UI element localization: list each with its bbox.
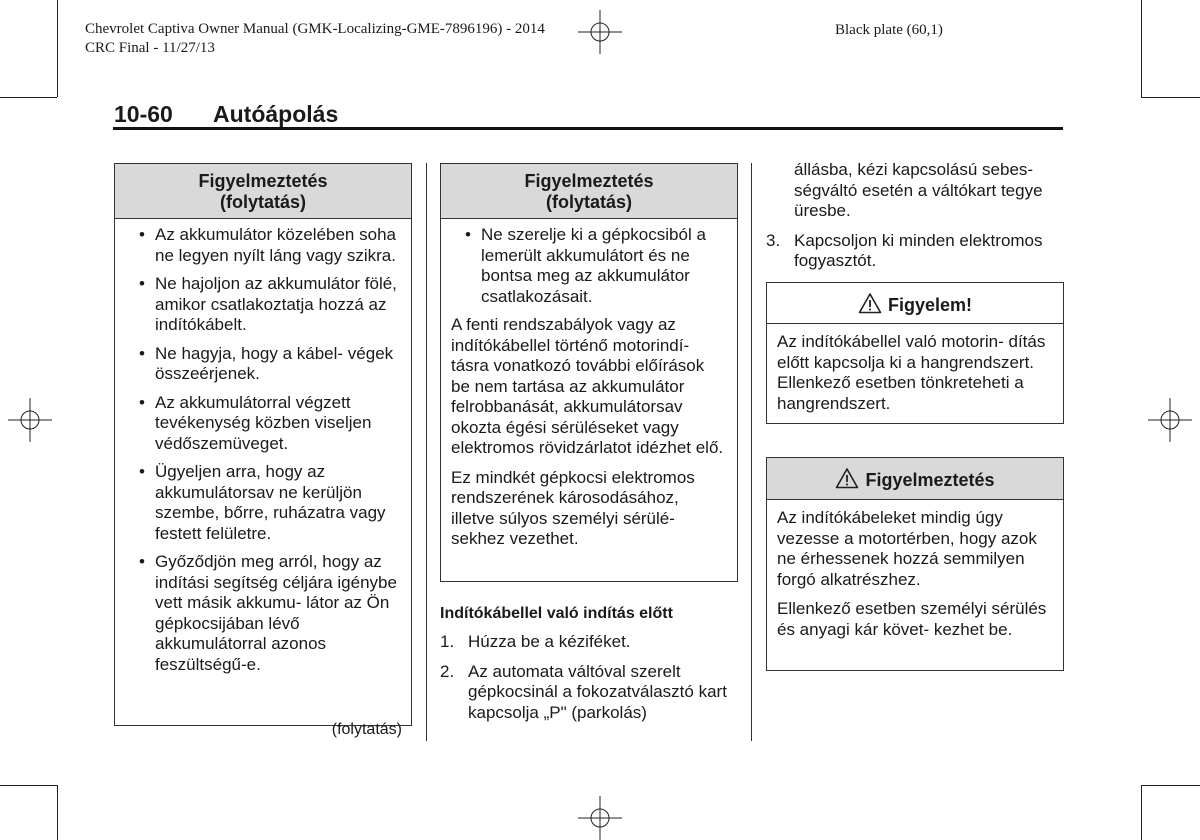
crop-mark [0, 97, 57, 98]
caution-body [767, 324, 1063, 420]
warning-bullet-list [125, 225, 399, 675]
header-line-2: CRC Final - 11/27/13 [85, 40, 215, 56]
step-number: 1. [440, 632, 455, 651]
warning-bullet-list [451, 225, 725, 307]
caution-box [766, 282, 1064, 424]
step-continuation: állásba, kézi kapcsolású sebes- ségváltó esetén a váltókart tegye üresbe. [794, 160, 1043, 220]
registration-mark-icon [578, 10, 622, 54]
warning-triangle-icon [835, 467, 859, 489]
print-header [85, 20, 545, 58]
crop-mark [1141, 785, 1200, 786]
column-divider [426, 163, 427, 741]
registration-mark-icon [578, 796, 622, 840]
crop-mark [1141, 97, 1200, 98]
bullet-item: • Az akkumulátor közelében soha ne legyen nyílt láng vagy szikra. [125, 225, 399, 266]
caution-paragraph: Az indítókábellel való motorin- dítás előtt kapcsolja ki a hangrendszert. Ellenkező esetben tönkreteheti a hangrendszert. [777, 332, 1046, 413]
warning-triangle-icon [858, 292, 882, 314]
plate-label: Black plate (60,1) [835, 22, 943, 38]
bullet-item: • Ügyeljen arra, hogy az akkumulátorsav ne kerüljön szembe, bőrre, ruházatra vagy festett felületre. [125, 462, 399, 544]
page-title [114, 101, 338, 128]
warning-box-body [115, 219, 411, 689]
registration-mark-icon [1148, 398, 1192, 442]
step-text: Húzza be a kéziféket. [468, 632, 631, 651]
warning-box-heading [115, 164, 411, 219]
bullet-item: • Ne szerelje ki a gépkocsiból a lemerült akkumulátort és ne bontsa meg az akkumulátor csatlakozásait. [451, 225, 725, 307]
crop-mark [57, 785, 58, 840]
warning-paragraph: Ellenkező esetben személyi sérülés és anyagi kár követ- kezhet be. [777, 599, 1047, 639]
bullet-item: • Ne hagyja, hogy a kábel- végek összeérjenek. [125, 344, 399, 385]
bullet-item: • Ne hajoljon az akkumulátor fölé, amikor csatlakoztatja hozzá az indítókábelt. [125, 274, 399, 336]
step-number: 2. [440, 661, 455, 681]
warning-heading-line: (folytatás) [545, 192, 632, 212]
registration-mark-icon [8, 398, 52, 442]
warning-paragraph: Az indítókábeleket mindig úgy vezesse a motortérben, hogy azok ne érhessenek hozzá semmilyen forgó alkatrészhez. [777, 508, 1037, 589]
chapter-title: Autóápolás [213, 101, 339, 127]
bullet-item: • Az akkumulátorral végzett tevékenység közben viseljen védőszemüveget. [125, 393, 399, 455]
step-item [440, 632, 736, 653]
warning-paragraph: A fenti rendszabályok vagy az indítókábellel történő motorindí- tásra vonatkozó további előírások be nem tartása az akkumulátor felrobbanását, akkumulátorsav okozta égési sérüléseket vagy elektromos rövidzárlatot idézhet elő. [451, 315, 724, 457]
warning-box-heading [767, 458, 1063, 500]
crop-mark [1141, 785, 1142, 840]
crop-mark [57, 0, 58, 97]
procedure-continued [766, 160, 1062, 281]
step-number: 3. [766, 230, 781, 250]
warning-title: Figyelmeztetés [865, 470, 995, 490]
warning-heading-line: (folytatás) [219, 192, 306, 212]
step-item [440, 662, 736, 724]
step-text: Az automata váltóval szerelt gépkocsinál a fokozatválasztó kart kapcsolja „P" (parkolás) [468, 661, 727, 722]
caution-heading [767, 283, 1063, 324]
step-text: Kapcsoljon ki minden elektromos fogyasztót. [794, 230, 1043, 270]
title-rule [113, 127, 1063, 130]
header-line-1: Chevrolet Captiva Owner Manual (GMK-Localizing-GME-7896196) - 2014 [85, 21, 545, 37]
crop-mark [1141, 0, 1142, 97]
warning-box [766, 457, 1064, 671]
bullet-item: • Győződjön meg arról, hogy az indítási segítség céljára igénybe vett másik akkumu- látor az Ön gépkocsijában lévő akkumulátorral azonos feszültségű-e. [125, 552, 399, 675]
warning-box-heading [441, 164, 737, 219]
warning-box-continued [114, 163, 412, 726]
warning-box-body [441, 219, 737, 565]
step-item [766, 231, 1062, 272]
column-divider [751, 163, 752, 741]
procedure-section [440, 604, 736, 732]
warning-box-continued [440, 163, 738, 582]
caution-title: Figyelem! [887, 295, 973, 315]
page-number: 10-60 [114, 101, 173, 127]
warning-paragraph: Ez mindkét gépkocsi elektromos rendszerének károsodásához, illetve súlyos személyi sérülé- sekhez vezethet. [451, 467, 695, 548]
section-subheading: Indítókábellel való indítás előtt [440, 605, 673, 622]
warning-box-body [767, 500, 1063, 655]
warning-heading-line: Figyelmeztetés [524, 171, 654, 191]
continued-label: (folytatás) [331, 721, 402, 738]
warning-heading-line: Figyelmeztetés [198, 171, 328, 191]
crop-mark [0, 785, 57, 786]
